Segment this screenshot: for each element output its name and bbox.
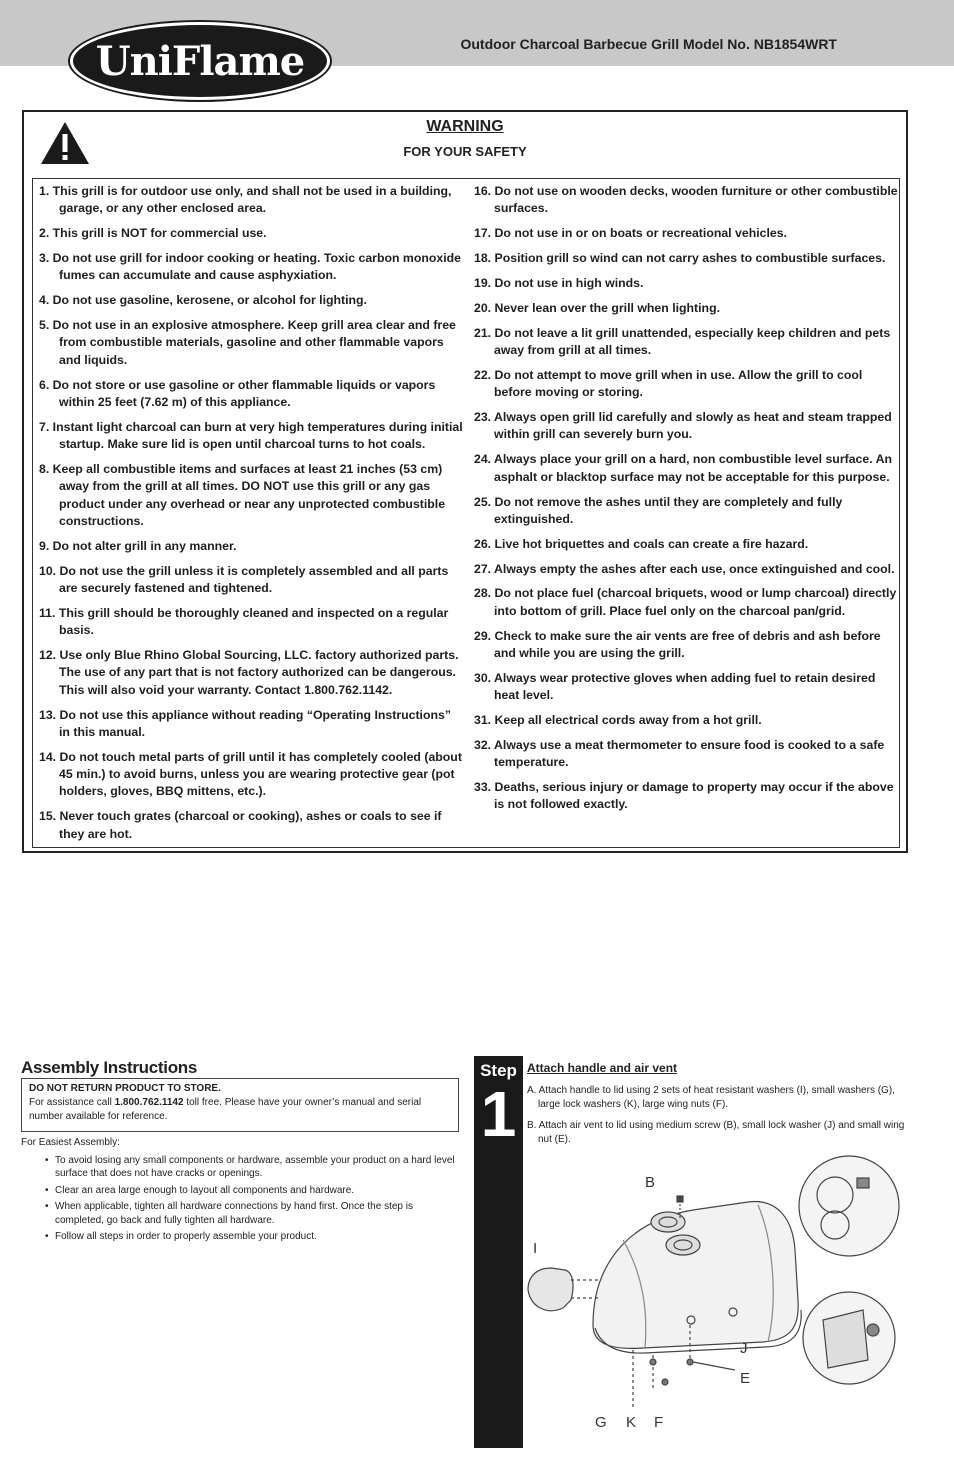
warning-item: 31. Keep all electrical cords away from a hot grill. — [474, 713, 762, 728]
warning-item: 1. This grill is for outdoor use only, and shall not be used in a building, garage, or any other enclosed area. — [39, 184, 452, 216]
part-label-f: F — [654, 1414, 664, 1431]
part-label-j: J — [740, 1340, 748, 1357]
warning-item: 25. Do not remove the ashes until they are completely and fully extinguished. — [474, 494, 843, 526]
warning-item: 2. This grill is NOT for commercial use. — [39, 226, 267, 241]
brand-name: UniFlame — [95, 37, 305, 85]
warning-subtitle: FOR YOUR SAFETY — [403, 144, 527, 159]
warning-item: 4. Do not use gasoline, kerosene, or alcohol for lighting. — [39, 293, 367, 308]
warning-item: 12. Use only Blue Rhino Global Sourcing, LLC. factory authorized parts. The use of any part that is not factory authorized can be dangerous. This will also void your warranty. Contact 1.800.762.1142. — [39, 648, 459, 697]
grill-lid-illustration — [523, 1150, 913, 1440]
warning-item: 16. Do not use on wooden decks, wooden furniture or other combustible surfaces. — [474, 184, 898, 216]
warning-item: 23. Always open grill lid carefully and slowly as heat and steam trapped within grill can severely burn you. — [474, 410, 892, 442]
warning-item: 6. Do not store or use gasoline or other flammable liquids or vapors within 25 feet (7.62 m) of this appliance. — [39, 377, 436, 409]
warning-item: 17. Do not use in or on boats or recreational vehicles. — [474, 226, 787, 241]
warning-item: 5. Do not use in an explosive atmosphere. Keep grill area clear and free from combustible materials, gasoline and other flammable vapors and liquids. — [39, 318, 456, 367]
list-item: • To avoid losing any small components or hardware, assemble your product on a hard level surface that does not have cracks or openings. — [47, 1154, 461, 1181]
return-notice-box — [21, 1078, 459, 1132]
step-number: 1 — [480, 1078, 517, 1150]
warning-item: 29. Check to make sure the air vents are free of debris and ash before and while you are using the grill. — [474, 628, 881, 660]
warning-item: 7. Instant light charcoal can burn at very high temperatures during initial startup. Make sure lid is open until charcoal turns to hot coals. — [39, 419, 463, 452]
part-label-k: K — [626, 1414, 637, 1431]
warning-list-box — [32, 178, 900, 848]
step-title: Attach handle and air vent — [527, 1061, 678, 1075]
warning-item: 19. Do not use in high winds. — [474, 275, 644, 290]
warning-item: 30. Always wear protective gloves when adding fuel to retain desired heat level. — [474, 670, 876, 703]
warning-item: 20. Never lean over the grill when lighting. — [474, 300, 720, 315]
assembly-tips — [21, 1154, 461, 1244]
easiest-label: For Easiest Assembly: — [21, 1137, 120, 1148]
list-item: • Follow all steps in order to properly assemble your product. — [47, 1230, 461, 1244]
phone-number: 1.800.762.1142 — [114, 1097, 184, 1108]
warning-item: 8. Keep all combustible items and surfaces at least 21 inches (53 cm) away from the grill at all times. DO NOT use this grill or any gas product under any overhead or near any unprotected combustible constructions. — [39, 462, 446, 528]
step-bar — [474, 1056, 523, 1448]
warning-box — [22, 110, 908, 853]
warning-list-right — [474, 183, 898, 821]
warning-item: 18. Position grill so wind can not carry ashes to combustible surfaces. — [474, 251, 886, 266]
warning-item: 27. Always empty the ashes after each use, once extinguished and cool. — [474, 561, 895, 576]
warning-item: 3. Do not use grill for indoor cooking or heating. Toxic carbon monoxide fumes can accumulate and cause asphyxiation. — [39, 251, 461, 283]
part-label-b: B — [645, 1174, 656, 1191]
instruction-a: A. Attach handle to lid using 2 sets of heat resistant washers (I), small washers (G), large lock washers (K), large wing nuts (F). — [527, 1085, 895, 1110]
warning-item: 26. Live hot briquettes and coals can create a fire hazard. — [474, 536, 809, 551]
return-notice-head: DO NOT RETURN PRODUCT TO STORE. — [29, 1083, 221, 1094]
step-instructions — [527, 1084, 907, 1154]
list-item: • When applicable, tighten all hardware connections by hand first. Once the step is completed, go back and fully tighten all hardware. — [47, 1200, 461, 1227]
model-title: Outdoor Charcoal Barbecue Grill Model No. NB1854WRT — [460, 36, 837, 52]
warning-item: 33. Deaths, serious injury or damage to property may occur if the above is not followed exactly. — [474, 780, 894, 812]
assembly-diagram — [523, 1150, 913, 1440]
warning-item: 15. Never touch grates (charcoal or cooking), ashes or coals to see if they are hot. — [39, 809, 442, 841]
warning-item: 9. Do not alter grill in any manner. — [39, 538, 237, 553]
step-word: Step — [480, 1061, 517, 1080]
warning-list-left — [39, 183, 463, 850]
warning-item: 28. Do not place fuel (charcoal briquets, wood or lump charcoal) directly into bottom of grill. Place fuel only on the charcoal pan/grid. — [474, 586, 897, 618]
part-label-g: G — [595, 1414, 607, 1431]
instruction-b: B. Attach air vent to lid using medium screw (B), small lock washer (J) and small wing nut (E). — [527, 1120, 905, 1145]
assistance-text: For assistance call 1.800.762.1142 toll free. Please have your owner’s manual and serial number available for reference. — [29, 1097, 422, 1122]
warning-item: 22. Do not attempt to move grill when in use. Allow the grill to cool before moving or storing. — [474, 367, 863, 400]
warning-title: WARNING — [426, 118, 504, 135]
warning-item: 11. This grill should be thoroughly cleaned and inspected on a regular basis. — [39, 605, 449, 638]
list-item: • Clear an area large enough to layout all components and hardware. — [47, 1184, 461, 1198]
warning-item: 10. Do not use the grill unless it is completely assembled and all parts are securely fastened and tightened. — [39, 563, 449, 595]
uniflame-logo — [70, 22, 330, 100]
easiest-assembly — [21, 1136, 461, 1247]
warning-item: 21. Do not leave a lit grill unattended, especially keep children and pets away from grill at all times. — [474, 325, 891, 358]
warning-item: 32. Always use a meat thermometer to ensure food is cooked to a safe temperature. — [474, 737, 885, 770]
assembly-title: Assembly Instructions — [21, 1058, 198, 1077]
part-label-e: E — [740, 1370, 751, 1387]
part-label-i: I — [533, 1240, 538, 1257]
warning-item: 14. Do not touch metal parts of grill until it has completely cooled (about 45 min.) to avoid burns, unless you are wearing protective gear (pot holders, gloves, BBQ mittens, etc.). — [39, 749, 462, 799]
warning-item: 13. Do not use this appliance without reading “Operating Instructions” in this manual. — [39, 707, 451, 739]
warning-item: 24. Always place your grill on a hard, non combustible level surface. An asphalt or blacktop surface may not be acceptable for this purpose. — [474, 452, 892, 484]
